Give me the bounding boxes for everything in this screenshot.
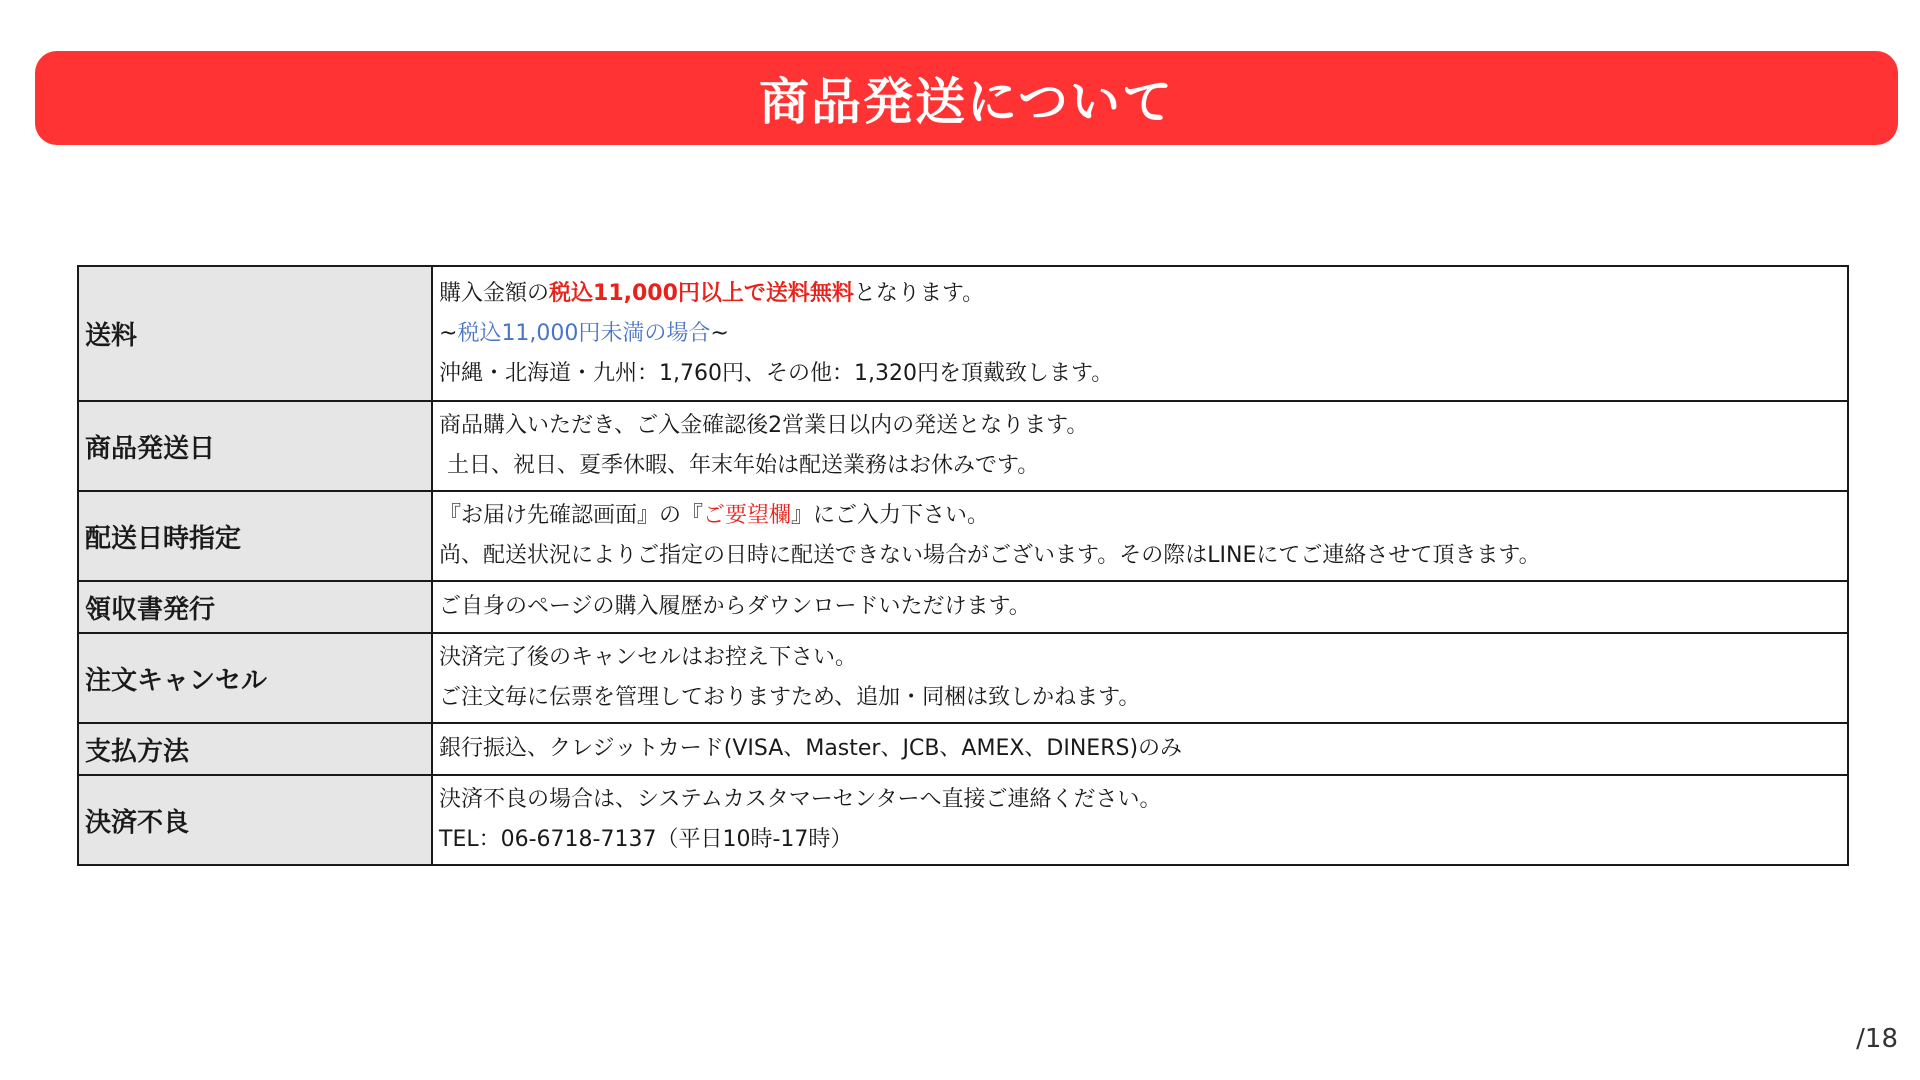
row-label-shipping-fee: 送料 (78, 266, 432, 401)
under-threshold-highlight: 税込11,000円未満の場合 (457, 320, 711, 346)
row-content-ship-date (432, 401, 1848, 491)
text-segment: 』にご入力下さい。 (791, 503, 990, 528)
row-label-receipt: 領収書発行 (78, 581, 432, 633)
text-segment: ~ (439, 320, 458, 346)
page-title: 商品発送について (759, 73, 1174, 131)
shipping-fee-line-3: 沖縄・北海道・九州：1,760円、その他：1,320円を頂戴致します。 (439, 360, 1114, 386)
row-label-ship-date: 商品発送日 (78, 401, 432, 491)
table-row-payment (78, 723, 1848, 775)
cancel-line-1: 決済完了後のキャンセルはお控え下さい。 (439, 645, 858, 670)
free-shipping-highlight: 税込11,000円以上で送料無料 (549, 280, 854, 306)
shipping-fee-line-2 (439, 314, 1841, 354)
row-content-delivery-spec (432, 491, 1848, 581)
payment-line-1: 銀行振込、クレジットカード(VISA、Master、JCB、AMEX、DINERS)のみ (439, 736, 1183, 761)
row-label-delivery-spec: 配送日時指定 (78, 491, 432, 581)
row-label-cancel: 注文キャンセル (78, 633, 432, 723)
table-row-ship-date (78, 401, 1848, 491)
delivery-spec-line-1 (439, 496, 1841, 536)
ship-date-line-2: 土日、祝日、夏季休暇、年末年始は配送業務はお休みです。 (447, 453, 1040, 478)
text-segment: となります。 (853, 280, 985, 306)
request-field-highlight: ご要望欄 (703, 503, 792, 528)
row-content-payment-failure (432, 775, 1848, 865)
table-row-delivery-spec (78, 491, 1848, 581)
row-label-payment: 支払方法 (78, 723, 432, 775)
cancel-line-2: ご注文毎に伝票を管理しておりますため、追加・同梱は致しかねます。 (439, 685, 1141, 710)
shipping-fee-line-1 (439, 274, 1841, 314)
row-content-payment (432, 723, 1848, 775)
text-segment: 購入金額の (439, 280, 550, 306)
text-segment: ~ (710, 320, 729, 346)
text-segment: 『お届け先確認画面』の『 (439, 503, 704, 528)
receipt-line-1: ご自身のページの購入履歴からダウンロードいただけます。 (439, 594, 1031, 619)
shipping-info-table (77, 265, 1849, 866)
row-label-payment-failure: 決済不良 (78, 775, 432, 865)
payment-failure-line-2: TEL：06-6718-7137（平日10時-17時） (439, 827, 853, 852)
delivery-spec-line-2: 尚、配送状況によりご指定の日時に配送できない場合がございます。その際はLINEにてご連絡させて頂きます。 (439, 543, 1541, 568)
table-row-payment-failure (78, 775, 1848, 865)
ship-date-line-1: 商品購入いただき、ご入金確認後2営業日以内の発送となります。 (439, 413, 1089, 438)
row-content-shipping-fee (432, 266, 1848, 401)
row-content-receipt (432, 581, 1848, 633)
title-banner (35, 51, 1898, 145)
row-content-cancel (432, 633, 1848, 723)
payment-failure-line-1: 決済不良の場合は、システムカスタマーセンターへ直接ご連絡ください。 (439, 787, 1162, 812)
table-row-receipt (78, 581, 1848, 633)
table-row-shipping-fee (78, 266, 1848, 401)
page-number: /18 (1856, 1024, 1898, 1054)
table-row-cancel (78, 633, 1848, 723)
